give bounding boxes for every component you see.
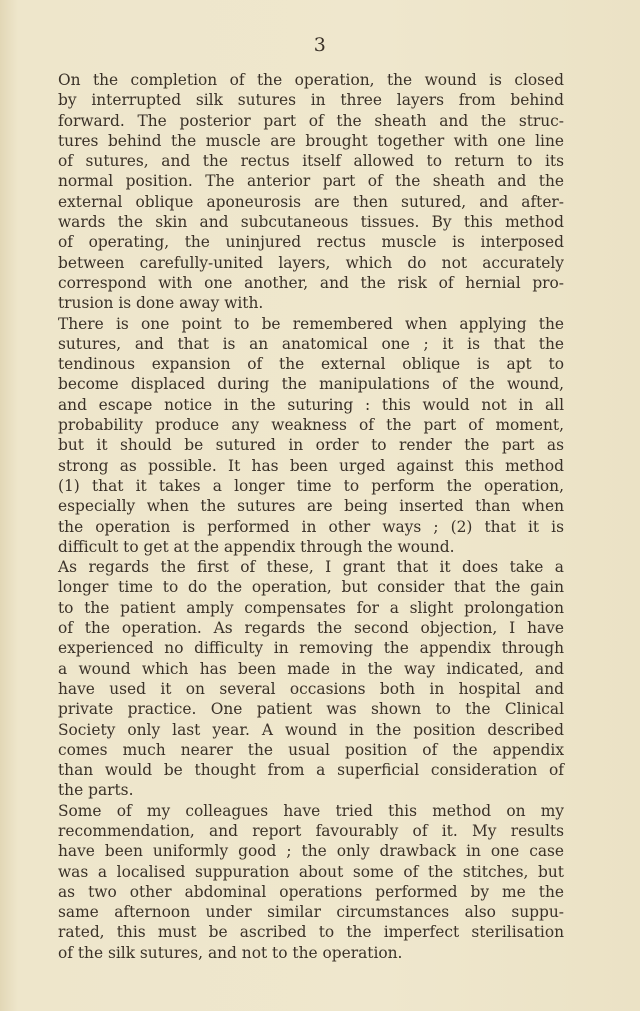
text-line: of the operation. As regards the second objection, I have xyxy=(58,619,564,638)
paragraph-1 xyxy=(58,70,564,314)
text-line: was a localised suppuration about some of the stitches, but xyxy=(58,862,564,881)
text-line: between carefully-united layers, which do not accurately xyxy=(58,253,564,272)
paragraph-4 xyxy=(58,801,564,963)
text-line: but it should be sutured in order to render the part as xyxy=(58,436,564,455)
page-number: 3 xyxy=(313,34,327,56)
text-line: longer time to do the operation, but consider that the gain xyxy=(58,578,564,597)
text-line: comes much nearer the usual position of the appendix xyxy=(58,740,564,759)
text-line: than would be thought from a superficial consideration of xyxy=(58,761,564,780)
text-line: rated, this must be ascribed to the imperfect sterilisation xyxy=(58,923,564,942)
text-line: as two other abdominal operations performed by me the xyxy=(58,882,564,901)
text-line: the parts. xyxy=(58,781,134,800)
text-line: sutures, and that is an anatomical one ; it is that the xyxy=(58,334,564,353)
paragraph-2 xyxy=(58,314,564,558)
text-line: by interrupted silk sutures in three layers from behind xyxy=(58,91,564,110)
text-line: As regards the first of these, I grant that it does take a xyxy=(58,558,564,577)
text-line: forward. The posterior part of the sheath and the struc- xyxy=(58,111,564,130)
text-line: tendinous expansion of the external oblique is apt to xyxy=(58,355,564,374)
text-line: probability produce any weakness of the part of moment, xyxy=(58,416,564,435)
text-line: of operating, the uninjured rectus muscle is interposed xyxy=(58,233,564,252)
paragraph-3 xyxy=(58,557,564,801)
text-line: strong as possible. It has been urged against this method xyxy=(58,456,564,475)
text-line: Some of my colleagues have tried this method on my xyxy=(58,801,564,820)
text-line: private practice. One patient was shown to the Clinical xyxy=(58,700,564,719)
text-line: of the silk sutures, and not to the operation. xyxy=(58,943,403,962)
text-line: On the completion of the operation, the wound is closed xyxy=(58,71,564,89)
text-line: become displaced during the manipulations of the wound, xyxy=(58,375,564,394)
body-text xyxy=(58,70,564,963)
text-line: experienced no difficulty in removing the appendix through xyxy=(58,639,564,658)
text-line: of sutures, and the rectus itself allowed to return to its xyxy=(58,152,564,171)
text-line: a wound which has been made in the way indicated, and xyxy=(58,659,564,678)
text-line: to the patient amply compensates for a slight prolongation xyxy=(58,598,564,617)
text-line: normal position. The anterior part of the sheath and the xyxy=(58,172,564,191)
text-line: Society only last year. A wound in the position described xyxy=(58,720,564,739)
text-line: especially when the sutures are being inserted than when xyxy=(58,497,564,516)
text-line: and escape notice in the suturing : this would not in all xyxy=(58,395,564,414)
text-line: wards the skin and subcutaneous tissues. By this method xyxy=(58,213,564,232)
text-line: the operation is performed in other ways ; (2) that it is xyxy=(58,517,564,536)
text-line: difficult to get at the appendix through the wound. xyxy=(58,537,455,556)
text-line: (1) that it takes a longer time to perform the operation, xyxy=(58,476,564,495)
text-line: tures behind the muscle are brought together with one line xyxy=(58,131,564,150)
text-line: have been uniformly good ; the only drawback in one case xyxy=(58,842,564,861)
text-line: trusion is done away with. xyxy=(58,294,264,313)
text-line: correspond with one another, and the risk of hernial pro- xyxy=(58,273,564,292)
text-line: have used it on several occasions both in hospital and xyxy=(58,679,564,698)
text-line: There is one point to be remembered when applying the xyxy=(58,314,564,333)
text-line: same afternoon under similar circumstances also suppu- xyxy=(58,903,564,922)
text-line: external oblique aponeurosis are then sutured, and after- xyxy=(58,192,564,211)
text-line: recommendation, and report favourably of it. My results xyxy=(58,821,564,840)
